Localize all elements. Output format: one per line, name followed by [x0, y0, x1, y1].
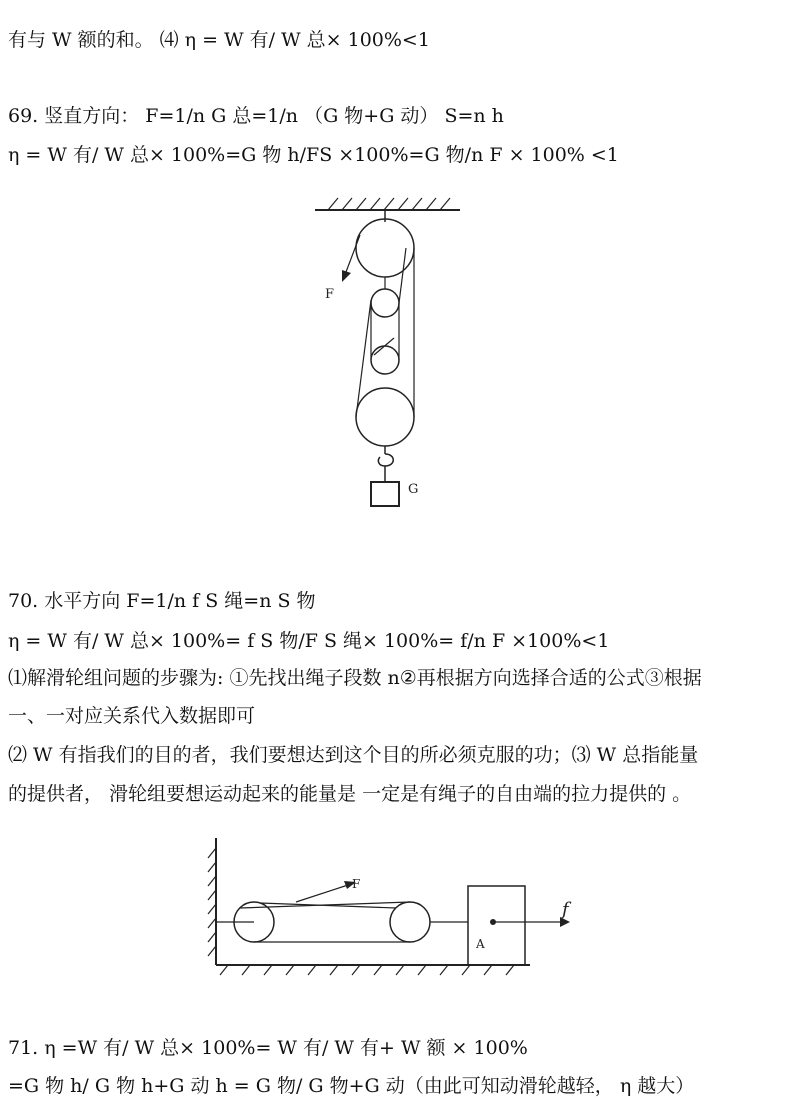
- horizontal-pulley-diagram: [200, 830, 590, 990]
- item-70-efficiency: η = W 有/ W 总× 100%= f S 物/F S 绳× 100%= f/n F ×100%<1: [8, 630, 610, 652]
- item-71-continuation: =G 物 h/ G 物 h+G 动 h = G 物/ G 物+G 动（由此可知动滑轮越轻， η 越大）: [8, 1075, 695, 1097]
- step-1-text: ⑴解滑轮组问题的步骤为: ①先找出绳子段数 n②再根据方向选择合适的公式③根据: [8, 667, 702, 689]
- item-69-efficiency: η = W 有/ W 总× 100%=G 物 h/FS ×100%=G 物/n F × 100% <1: [8, 144, 619, 166]
- weight-label-g: G: [408, 482, 419, 497]
- item-69-heading: 69. 竖直方向： F=1/n G 总=1/n （G 物+G 动） S=n h: [8, 105, 504, 127]
- item-71-efficiency: 71. η =W 有/ W 总× 100%= W 有/ W 有+ W 额 × 100%: [8, 1037, 528, 1059]
- block-label-a: A: [476, 937, 485, 951]
- friction-label-f: f: [562, 899, 569, 920]
- text-line-1: 有与 W 额的和。 ⑷ η = W 有/ W 总× 100%<1: [8, 29, 430, 51]
- force-label-f: F: [352, 877, 361, 891]
- note-2-3-text: ⑵ W 有指我们的目的者，我们要想达到这个目的所必须克服的功；⑶ W 总指能量: [8, 744, 699, 766]
- force-label-f: F: [325, 287, 335, 302]
- item-70-heading: 70. 水平方向 F=1/n f S 绳=n S 物: [8, 590, 316, 612]
- step-1-continuation: 一、一对应关系代入数据即可: [8, 705, 256, 727]
- note-3-continuation: 的提供者， 滑轮组要想运动起来的能量是 一定是有绳子的自由端的拉力提供的 。: [8, 783, 692, 805]
- vertical-pulley-diagram: [300, 190, 480, 520]
